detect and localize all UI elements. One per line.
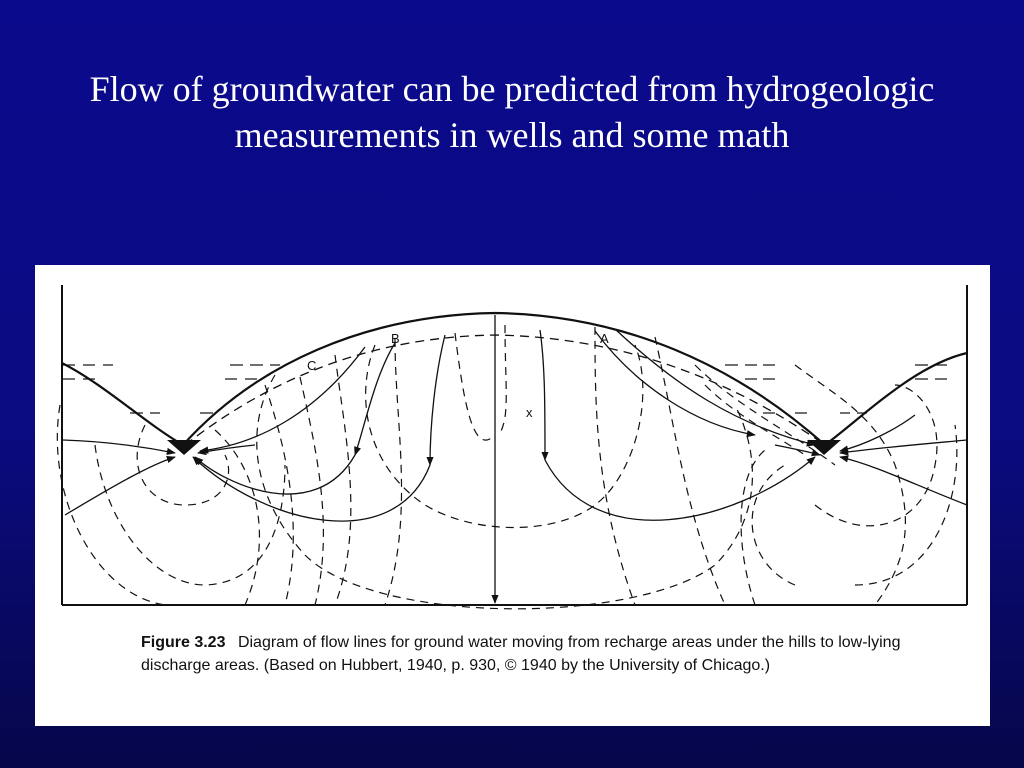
slide-title: Flow of groundwater can be predicted from hydrogeologic measurements in wells and some math bbox=[89, 69, 935, 155]
figure-caption-text: Diagram of flow lines for ground water moving from recharge areas under the hills to low-lying discharge areas. (Based on Hubbert, 1940, p. 930, © 1940 by the University of Chicago.) bbox=[141, 634, 901, 674]
figure-caption bbox=[141, 631, 921, 677]
point-label-a: A bbox=[600, 331, 609, 346]
equipotential-lines bbox=[57, 325, 957, 609]
ground-surface-line bbox=[62, 313, 967, 445]
point-label-c: C bbox=[307, 358, 317, 373]
flow-diagram-figure bbox=[35, 265, 990, 726]
point-label-x: x bbox=[526, 405, 533, 420]
water-level-marks bbox=[63, 365, 947, 413]
point-label-b: B bbox=[391, 331, 400, 346]
figure-number: Figure 3.23 bbox=[141, 634, 226, 651]
flow-lines bbox=[63, 315, 967, 603]
